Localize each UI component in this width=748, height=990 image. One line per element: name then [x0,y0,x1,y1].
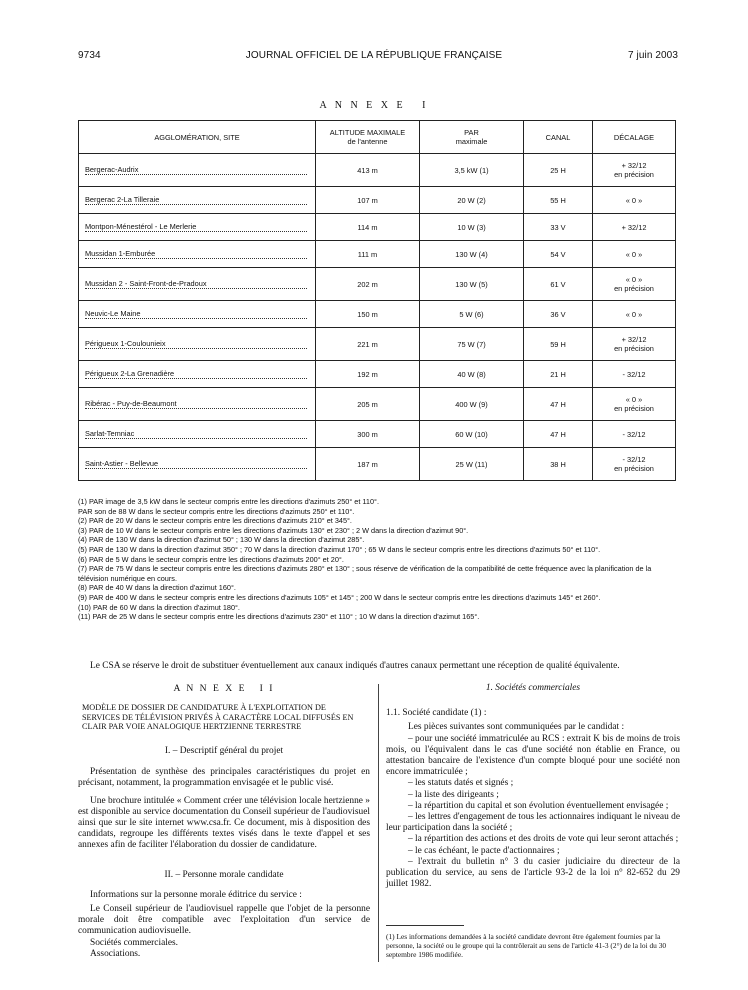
note-line: (3) PAR de 10 W dans le secteur compris entre les directions d'azimuts 130° et 230° ; 2 W dans la direction d'azimut 90°. [78,525,469,535]
col-header-altitude [316,121,420,154]
par-cell [420,361,524,388]
par-cell [420,421,524,448]
par-cell-text: 40 W (8) [457,369,486,379]
canal-cell [524,388,593,421]
sites-table [78,120,676,481]
altitude-cell-text: 114 m [357,222,378,232]
decalage-precision: en précision [614,170,654,179]
par-cell-text: 20 W (2) [457,195,486,205]
altitude-cell-text: 192 m [357,369,378,379]
table-row [79,214,676,241]
altitude-cell-text: 413 m [357,165,378,175]
note-line: (4) PAR de 130 W dans la direction d'azimut 50° ; 130 W dans la direction d'azimut 285°. [78,535,365,545]
altitude-cell-text: 300 m [357,429,378,439]
par-cell-text: 60 W (10) [455,429,488,439]
canal-cell [524,361,593,388]
right-list-item: – la répartition du capital et son évolution éventuellement envisagée ; [408,800,669,811]
site-cell-text: Périgueux 2-La Grenadière [85,369,307,379]
decalage-value: + 32/12 [621,222,647,232]
right-items-list [386,734,680,891]
annexe-2-title: A N N E X E I I [173,683,275,694]
right-list-item: – le cas échéant, le pacte d'actionnaires ; [408,845,560,856]
par-cell [420,328,524,361]
canal-cell-text: 55 H [550,195,566,205]
par-cell [420,448,524,481]
canal-cell-text: 59 H [550,339,566,349]
site-cell [79,301,316,328]
site-cell [79,187,316,214]
canal-cell [524,214,593,241]
canal-cell-text: 25 H [550,165,566,175]
decalage-precision: en précision [614,464,654,473]
altitude-cell [316,268,420,301]
par-cell-text: 25 W (11) [455,459,488,469]
decalage-value: + 32/12 [621,335,647,344]
decalage-cell [593,388,676,421]
site-cell [79,154,316,187]
par-cell [420,301,524,328]
table-notes [78,497,678,622]
par-cell [420,187,524,214]
col-header-par-l1: PAR [464,128,479,137]
section-2-p2: Le Conseil supérieur de l'audiovisuel rappelle que l'objet de la personne morale doit être compatible avec l'exploitation d'un service de communication audiovisuelle. [78,904,370,937]
canal-cell-text: 47 H [550,399,566,409]
decalage-value: - 32/12 [622,369,646,379]
left-column [78,683,370,960]
table-row [79,361,676,388]
altitude-cell-text: 107 m [357,195,378,205]
altitude-cell-text: 202 m [357,279,378,289]
right-list-item: – la liste des dirigeants ; [408,789,499,800]
canal-cell-text: 54 V [550,249,566,259]
col-header-par-l2: maximale [455,137,488,146]
altitude-cell-text: 221 m [357,339,378,349]
section-1-p1: Présentation de synthèse des principales caractéristiques du projet en précisant, notamment, la programmation envisagée et le public visé. [78,767,370,789]
site-cell-text: Mussidan 1-Emburée [85,249,307,259]
canal-cell [524,187,593,214]
journal-title: JOURNAL OFFICIEL DE LA RÉPUBLIQUE FRANÇAISE [245,50,503,61]
decalage-value: « 0 » [625,309,643,319]
par-cell-text: 3,5 kW (1) [454,165,489,175]
altitude-cell [316,328,420,361]
decalage-value: « 0 » [625,249,643,259]
section-1-title: I. – Descriptif général du projet [164,745,284,756]
section-2-list-2: Associations. [90,948,141,959]
decalage-cell [593,187,676,214]
par-cell-text: 75 W (7) [457,339,486,349]
right-list-item: – l'extrait du bulletin n° 3 du casier judiciaire du directeur de la publication du service, au sens de l'article 93-2 de la loi n° 82-652 du 29 juillet 1982. [386,856,680,890]
decalage-value: + 32/12 [621,161,647,170]
right-list-item: – les lettres d'engagement de tous les actionnaires indiquant le niveau de leur participation dans la société ; [386,812,680,834]
canal-cell-text: 61 V [550,279,566,289]
decalage-value: « 0 » [625,395,643,404]
decalage-cell [593,241,676,268]
column-divider [378,684,379,962]
decalage-precision: en précision [614,404,654,413]
col-header-altitude-l1: ALTITUDE MAXIMALE [329,128,406,137]
decalage-value: - 32/12 [622,429,646,439]
publication-date: 7 juin 2003 [627,50,678,61]
par-cell-text: 130 W (5) [455,279,488,289]
table-row [79,421,676,448]
table-row [79,301,676,328]
note-line: (6) PAR de 5 W dans le secteur compris entre les directions d'azimuts 200° et 20°. [78,554,344,564]
decalage-precision: en précision [614,284,654,293]
site-cell-text: Mussidan 2 - Saint-Front-de-Pradoux [85,279,307,289]
right-intro: Les pièces suivantes sont communiquées par le candidat : [408,722,625,733]
decalage-value: « 0 » [625,195,643,205]
site-cell-text: Montpon-Ménestérol - Le Merlerie [85,222,307,232]
decalage-cell [593,268,676,301]
section-1-p2: Une brochure intitulée « Comment créer une télévision locale hertzienne » est disponible au service documentation du Conseil supérieur de l'audiovisuel ainsi que sur le site internet www.csa.fr. Ce document, mis à disposition des candidats, regroupe les différents textes visés dans le texte d'appel et ses annexes afin de faciliter l'élaboration du dossier de candidature. [78,795,370,851]
right-list-item: – les statuts datés et signés ; [408,778,514,789]
decalage-precision: en précision [614,344,654,353]
canal-cell-text: 47 H [550,429,566,439]
altitude-cell-text: 187 m [357,459,378,469]
altitude-cell [316,241,420,268]
canal-cell-text: 36 V [550,309,566,319]
site-cell [79,361,316,388]
right-column [386,683,680,890]
table-row [79,268,676,301]
note-line: (1) PAR image de 3,5 kW dans le secteur compris entre les directions d'azimuts 250° et 110°. [78,497,379,506]
decalage-cell [593,328,676,361]
canal-cell-text: 21 H [550,369,566,379]
par-cell-text: 5 W (6) [459,309,484,319]
note-line: (8) PAR de 40 W dans la direction d'azimut 160°. [78,583,236,593]
note-line: (5) PAR de 130 W dans la direction d'azimut 350° ; 70 W dans la direction d'azimut 170° ; 65 W dans le secteur compris entre les directions d'azimuts 50° et 110°. [78,544,601,554]
table-row [79,241,676,268]
canal-cell-text: 38 H [550,459,566,469]
altitude-cell [316,301,420,328]
site-cell-text: Bergerac 2-La Tilleraie [85,195,307,205]
par-cell [420,214,524,241]
site-cell [79,214,316,241]
altitude-cell [316,388,420,421]
decalage-value: - 32/12 [622,455,646,464]
altitude-cell [316,448,420,481]
note-line: PAR son de 88 W dans le secteur compris entre les directions d'azimuts 250° et 110°. [78,506,355,516]
right-list-item: – pour une société immatriculée au RCS : extrait K bis de moins de trois mois, ou l'équivalent dans le cas d'une société non établie en France, ou attestation bancaire de l'existence d'un compte bloqué pour une société non encore immatriculée ; [386,733,680,778]
right-subtitle: 1.1. Société candidate (1) : [386,708,487,719]
table-row [79,154,676,187]
altitude-cell [316,154,420,187]
section-2-list-1: Sociétés commerciales. [90,937,178,948]
right-list-item: – la répartition des actions et des droits de vote qui leur seront attachés ; [408,834,679,845]
note-line: (7) PAR de 75 W dans le secteur compris entre les directions d'azimuts 280° et 130° ; sous réserve de vérification de la compatibilité de cette fréquence avec la planification de la télévision numérique en cours. [78,564,652,583]
decalage-cell [593,448,676,481]
altitude-cell [316,421,420,448]
altitude-cell-text: 150 m [357,309,378,319]
par-cell [420,268,524,301]
par-cell-text: 10 W (3) [457,222,486,232]
site-cell-text: Neuvic-Le Maine [85,309,307,319]
altitude-cell [316,187,420,214]
footnote: (1) Les informations demandées à la société candidate devront être également fournies par la personne, la société ou le groupe qui la contrôlerait au sens de l'article 41-3 (2°) de la loi du 30 septembre 1986 modifiée. [386,932,667,959]
site-cell-text: Périgueux 1-Coulounieix [85,339,307,349]
canal-cell [524,421,593,448]
site-cell [79,388,316,421]
par-cell [420,388,524,421]
note-line: (2) PAR de 20 W dans le secteur compris entre les directions d'azimuts 210° et 345°. [78,516,352,526]
site-cell [79,328,316,361]
table-header-row [79,121,676,154]
site-cell-text: Bergerac-Audrix [85,165,307,175]
decalage-value: « 0 » [625,275,643,284]
altitude-cell [316,361,420,388]
site-cell-text: Saint-Astier - Bellevue [85,459,307,469]
altitude-cell-text: 205 m [357,399,378,409]
decalage-cell [593,361,676,388]
canal-cell [524,328,593,361]
site-cell-text: Sarlat-Temniac [85,429,307,439]
decalage-cell [593,301,676,328]
par-cell-text: 400 W (9) [455,399,488,409]
table-row [79,328,676,361]
site-cell [79,448,316,481]
section-2-title: II. – Personne morale candidate [164,869,284,880]
table-row [79,187,676,214]
site-cell [79,268,316,301]
csa-paragraph: Le CSA se réserve le droit de substituer éventuellement aux canaux indiqués d'autres canaux permettant une réception de qualité équivalente. [90,661,620,671]
annexe-1-title: A N N E X E I [319,100,429,111]
col-header-par [420,121,524,154]
note-line: (10) PAR de 60 W dans la direction d'azimut 180°. [78,602,240,612]
canal-cell [524,268,593,301]
page-number: 9734 [78,50,101,61]
model-title: MODÈLE DE DOSSIER DE CANDIDATURE À L'EXPLOITATION DE SERVICES DE TÉLÉVISION PRIVÉS À CARACTÈRE LOCAL DIFFUSÉS EN CLAIR PAR VOIE ANALOGIQUE HERTZIENNE TERRESTRE [82,703,354,732]
site-cell [79,241,316,268]
canal-cell [524,301,593,328]
par-cell-text: 130 W (4) [455,249,488,259]
note-line: (9) PAR de 400 W dans le secteur compris entre les directions d'azimuts 105° et 145° ; 200 W dans le secteur compris entre les directions d'azimuts 145° et 260°. [78,592,601,602]
right-title: 1. Sociétés commerciales [485,683,581,693]
section-2-p1: Informations sur la personne morale éditrice du service : [90,889,302,900]
site-cell [79,421,316,448]
table-row [79,388,676,421]
col-header-site: AGGLOMÉRATION, SITE [79,121,316,154]
altitude-cell [316,214,420,241]
table-row [79,448,676,481]
canal-cell [524,241,593,268]
col-header-altitude-l2: de l'antenne [347,137,388,146]
decalage-cell [593,421,676,448]
note-line: (11) PAR de 25 W dans le secteur compris entre les directions d'azimuts 230° et 110° ; 10 W dans la direction d'azimut 165°. [78,612,480,622]
col-header-canal: CANAL [524,121,593,154]
canal-cell [524,448,593,481]
col-header-decalage: DÉCALAGE [593,121,676,154]
footnote-rule [386,925,464,926]
canal-cell-text: 33 V [550,222,566,232]
decalage-cell [593,154,676,187]
altitude-cell-text: 111 m [357,249,378,259]
canal-cell [524,154,593,187]
decalage-cell [593,214,676,241]
par-cell [420,241,524,268]
site-cell-text: Ribérac - Puy-de-Beaumont [85,399,307,409]
par-cell [420,154,524,187]
